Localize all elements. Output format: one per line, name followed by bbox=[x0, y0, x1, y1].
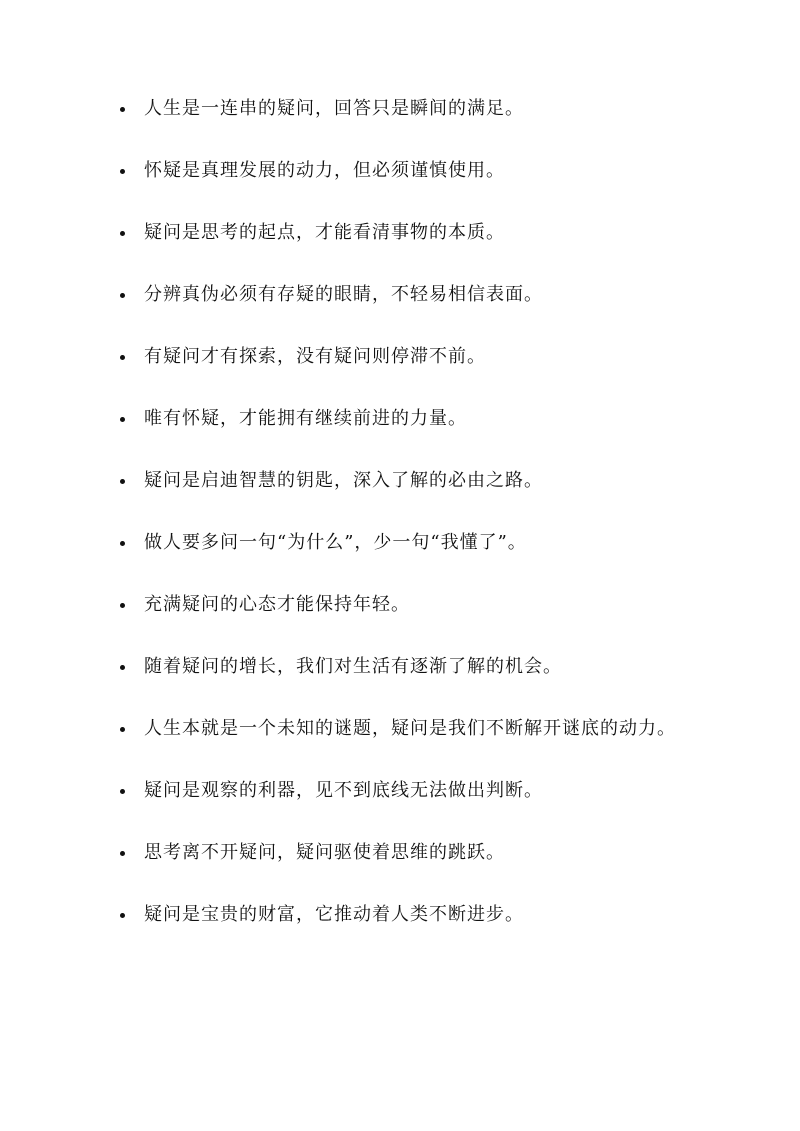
list-item-text: 疑问是思考的起点，才能看清事物的本质。 bbox=[144, 222, 505, 243]
bullet-icon bbox=[120, 727, 125, 732]
list-item-text: 疑问是启迪智慧的钥匙，深入了解的必由之路。 bbox=[144, 470, 543, 491]
bullet-icon bbox=[120, 479, 125, 484]
list-item bbox=[144, 212, 704, 254]
list-item-text: 做人要多问一句“为什么”，少一句“我懂了”。 bbox=[144, 532, 527, 553]
list-item-text: 充满疑问的心态才能保持年轻。 bbox=[144, 594, 410, 615]
list-item bbox=[144, 88, 704, 130]
list-item-text: 分辨真伪必须有存疑的眼睛，不轻易相信表面。 bbox=[144, 284, 543, 305]
list-item bbox=[144, 708, 704, 750]
list-item-text: 随着疑问的增长，我们对生活有逐渐了解的机会。 bbox=[144, 656, 562, 677]
list-item bbox=[144, 646, 704, 688]
list-item-text: 疑问是观察的利器，见不到底线无法做出判断。 bbox=[144, 780, 543, 801]
quote-list bbox=[0, 88, 800, 936]
list-item bbox=[144, 274, 704, 316]
list-item-text: 有疑问才有探索，没有疑问则停滞不前。 bbox=[144, 346, 486, 367]
list-item bbox=[144, 894, 704, 936]
list-item-text: 人生本就是一个未知的谜题，疑问是我们不断解开谜底的动力。 bbox=[144, 718, 676, 739]
list-item bbox=[144, 584, 704, 626]
list-item-text: 思考离不开疑问，疑问驱使着思维的跳跃。 bbox=[144, 842, 505, 863]
bullet-icon bbox=[120, 665, 125, 670]
bullet-icon bbox=[120, 417, 125, 422]
bullet-icon bbox=[120, 107, 125, 112]
bullet-icon bbox=[120, 231, 125, 236]
list-item bbox=[144, 150, 704, 192]
list-item-text: 疑问是宝贵的财富，它推动着人类不断进步。 bbox=[144, 904, 524, 925]
list-item bbox=[144, 832, 704, 874]
bullet-icon bbox=[120, 913, 125, 918]
list-item bbox=[144, 522, 704, 564]
list-item bbox=[144, 398, 704, 440]
bullet-icon bbox=[120, 355, 125, 360]
bullet-icon bbox=[120, 541, 125, 546]
list-item bbox=[144, 460, 704, 502]
bullet-icon bbox=[120, 851, 125, 856]
list-item-text: 人生是一连串的疑问，回答只是瞬间的满足。 bbox=[144, 98, 524, 119]
bullet-icon bbox=[120, 603, 125, 608]
list-item-text: 怀疑是真理发展的动力，但必须谨慎使用。 bbox=[144, 160, 505, 181]
list-item-text: 唯有怀疑，才能拥有继续前进的力量。 bbox=[144, 408, 467, 429]
bullet-icon bbox=[120, 293, 125, 298]
list-item bbox=[144, 770, 704, 812]
bullet-icon bbox=[120, 789, 125, 794]
bullet-icon bbox=[120, 169, 125, 174]
list-item bbox=[144, 336, 704, 378]
